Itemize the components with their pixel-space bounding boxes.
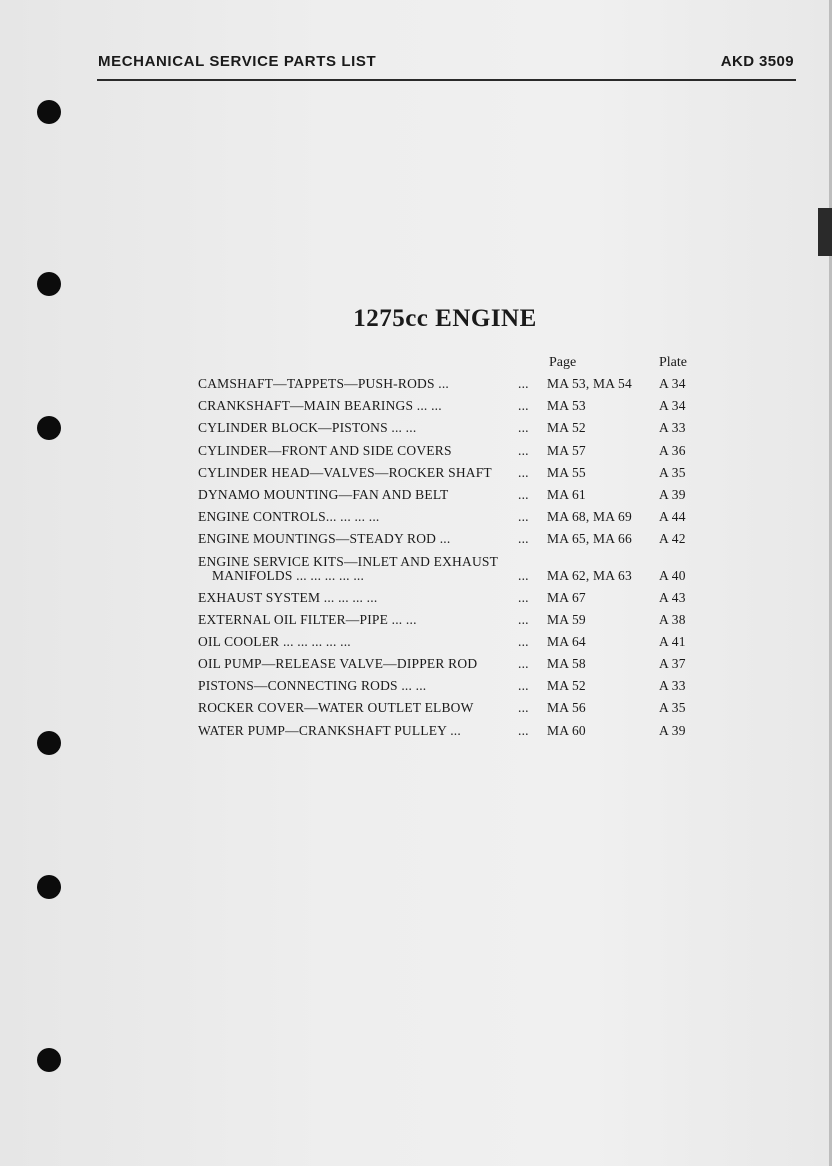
row-page: MA 57	[547, 442, 586, 458]
row-page: MA 56	[547, 700, 586, 716]
row-plate: A 34	[659, 376, 686, 391]
row-description-continued: MANIFOLDS ... ... ... ... ...	[212, 567, 365, 583]
row-description: EXTERNAL OIL FILTER—PIPE ... ...	[198, 611, 417, 627]
column-header-plate: Plate	[659, 355, 687, 370]
row-description: EXHAUST SYSTEM ... ... ... ...	[198, 589, 378, 605]
punch-hole	[37, 875, 61, 899]
row-leader: ...	[518, 722, 529, 738]
row-leader: ...	[518, 486, 529, 502]
row-description: CYLINDER BLOCK—PISTONS ... ...	[198, 420, 417, 436]
row-page: MA 61	[547, 486, 586, 502]
row-leader: ...	[518, 531, 529, 547]
row-description: DYNAMO MOUNTING—FAN AND BELT	[198, 486, 449, 502]
row-page: MA 62, MA 63	[547, 567, 632, 583]
row-page: MA 65, MA 66	[547, 531, 632, 547]
row-plate: A 39	[659, 486, 686, 502]
column-header-page: Page	[549, 355, 577, 370]
row-page: MA 53, MA 54	[547, 376, 632, 391]
document-code: AKD 3509	[720, 53, 794, 70]
row-page: MA 52	[547, 420, 586, 436]
row-description: CYLINDER HEAD—VALVES—ROCKER SHAFT	[198, 464, 492, 480]
section-title: 1275cc ENGINE	[353, 305, 537, 332]
row-description: WATER PUMP—CRANKSHAFT PULLEY ...	[198, 722, 461, 738]
row-description: CAMSHAFT—TAPPETS—PUSH-RODS ...	[198, 376, 449, 391]
row-page: MA 64	[547, 633, 586, 649]
row-plate: A 39	[659, 722, 686, 738]
row-leader: ...	[518, 442, 529, 458]
row-plate: A 33	[659, 420, 686, 436]
row-leader: ...	[518, 700, 529, 716]
row-page: MA 58	[547, 656, 586, 672]
row-page: MA 53	[547, 398, 586, 414]
punch-hole	[37, 100, 61, 124]
row-page: MA 55	[547, 464, 586, 480]
row-leader: ...	[518, 633, 529, 649]
header-title: MECHANICAL SERVICE PARTS LIST	[98, 53, 377, 70]
header-rule	[97, 79, 796, 81]
row-plate: A 33	[659, 678, 686, 694]
row-description: OIL COOLER ... ... ... ... ...	[198, 633, 351, 649]
row-leader: ...	[518, 678, 529, 694]
row-leader: ...	[518, 509, 529, 525]
row-page: MA 67	[547, 589, 586, 605]
row-page: MA 60	[547, 722, 586, 738]
row-leader: ...	[518, 376, 529, 391]
row-plate: A 42	[659, 531, 686, 547]
row-leader: ...	[518, 589, 529, 605]
row-plate: A 38	[659, 611, 686, 627]
row-description: OIL PUMP—RELEASE VALVE—DIPPER ROD	[198, 656, 478, 672]
row-leader: ...	[518, 656, 529, 672]
row-leader: ...	[518, 398, 529, 414]
row-leader: ...	[518, 420, 529, 436]
row-plate: A 34	[659, 398, 686, 414]
row-plate: A 41	[659, 633, 686, 649]
row-plate: A 35	[659, 700, 686, 716]
row-description: CYLINDER—FRONT AND SIDE COVERS	[198, 442, 452, 458]
row-description: ENGINE CONTROLS... ... ... ...	[198, 509, 380, 525]
row-plate: A 35	[659, 464, 686, 480]
row-plate: A 37	[659, 656, 686, 672]
row-plate: A 40	[659, 567, 686, 583]
row-description: ROCKER COVER—WATER OUTLET ELBOW	[198, 700, 474, 716]
punch-hole	[37, 1048, 61, 1072]
row-plate: A 44	[659, 509, 686, 525]
row-plate: A 36	[659, 442, 686, 458]
index-tab	[818, 208, 832, 256]
row-description: ENGINE MOUNTINGS—STEADY ROD ...	[198, 531, 451, 547]
punch-hole	[37, 416, 61, 440]
row-page: MA 68, MA 69	[547, 509, 632, 525]
row-leader: ...	[518, 464, 529, 480]
punch-hole	[37, 272, 61, 296]
row-description: PISTONS—CONNECTING RODS ... ...	[198, 678, 427, 694]
punch-hole	[37, 731, 61, 755]
row-leader: ...	[518, 611, 529, 627]
row-page: MA 52	[547, 678, 586, 694]
row-page: MA 59	[547, 611, 586, 627]
row-description: ENGINE SERVICE KITS—INLET AND EXHAUST	[198, 553, 499, 569]
row-leader: ...	[518, 567, 529, 583]
row-plate: A 43	[659, 589, 686, 605]
row-description: CRANKSHAFT—MAIN BEARINGS ... ...	[198, 398, 442, 414]
